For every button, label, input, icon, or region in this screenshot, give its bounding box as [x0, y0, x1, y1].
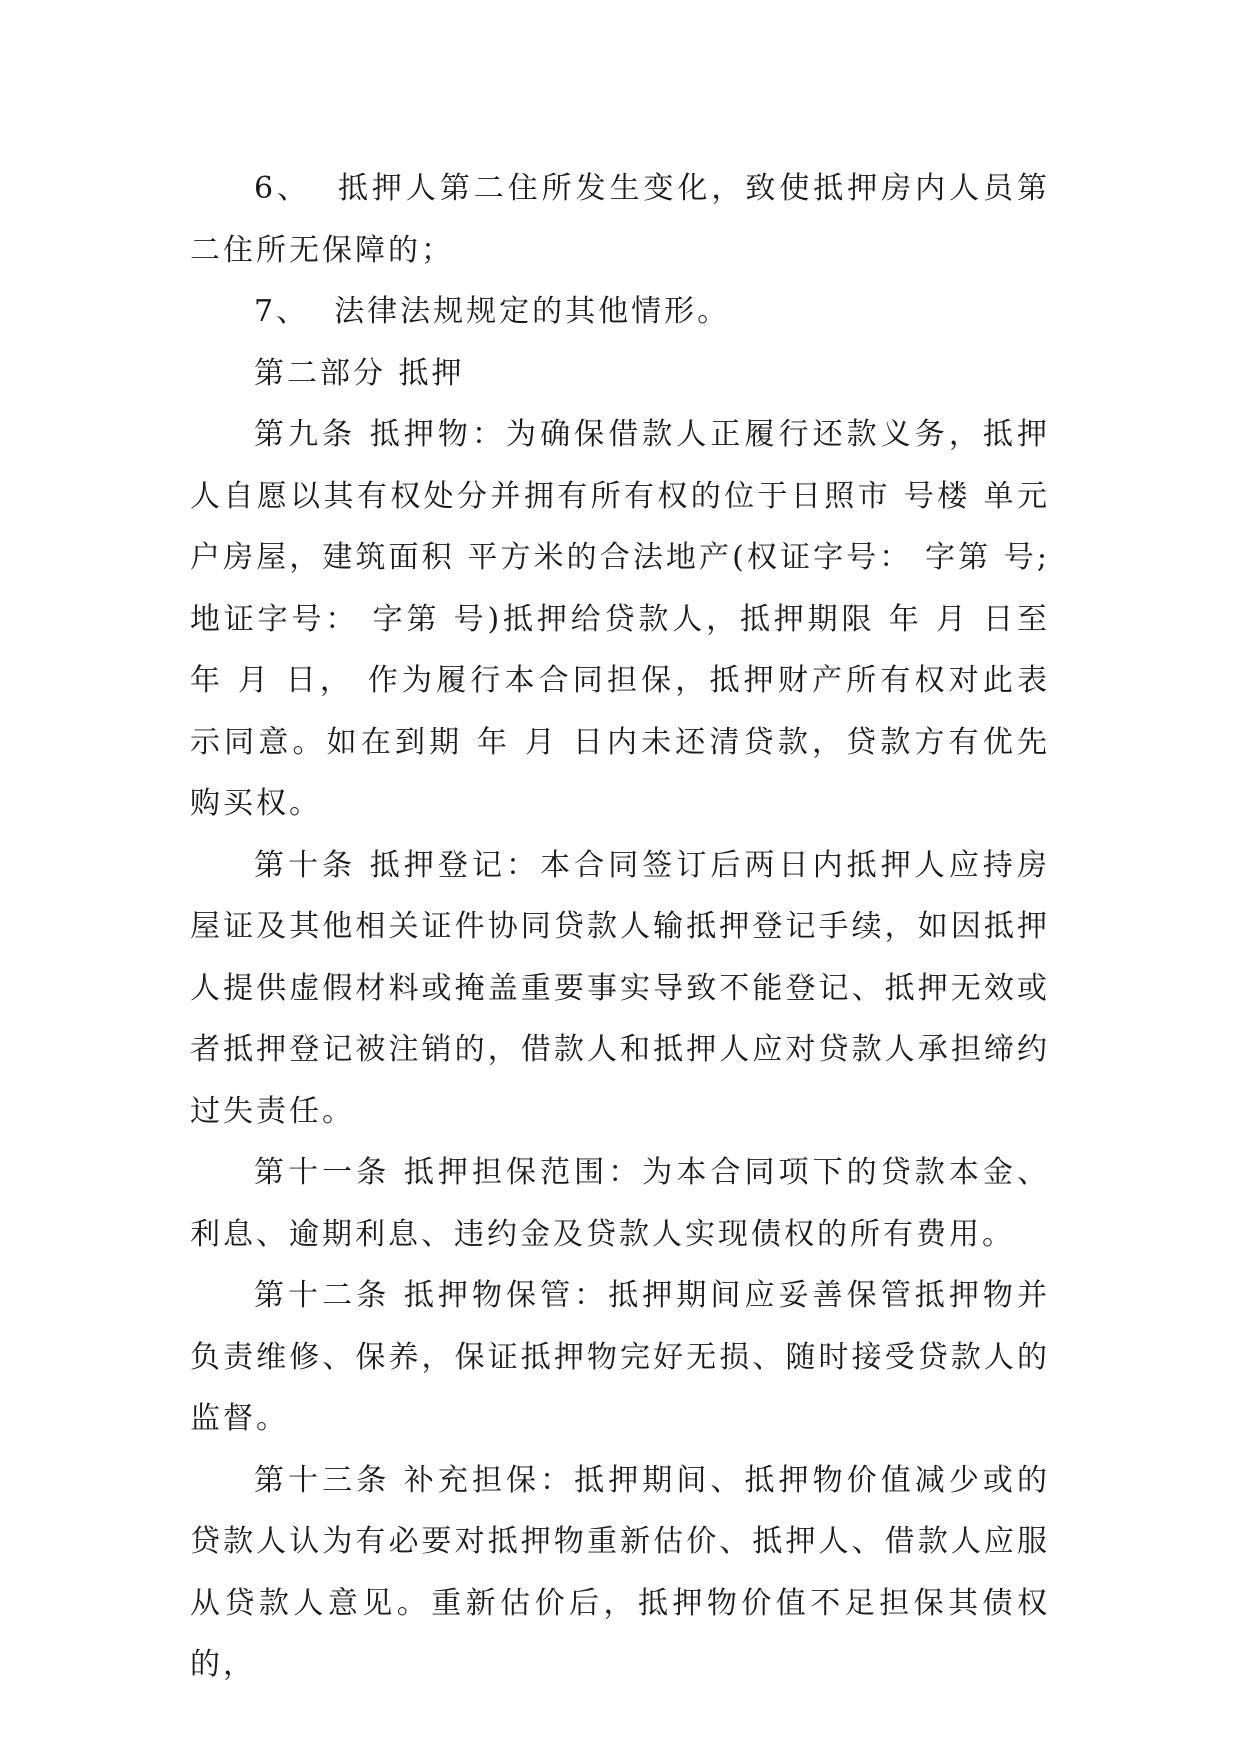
article-13-paragraph: 第十三条 补充担保：抵押期间、抵押物价值减少或的贷款人认为有必要对抵押物重新估价、抵押人、借款人应服从贷款人意见。重新估价后，抵押物价值不足担保其债权的，: [190, 1462, 1050, 1682]
article-10-paragraph: 第十条 抵押登记：本合同签订后两日内抵押人应持房屋证及其他相关证件协同贷款人输抵押登记手续，如因抵押人提供虚假材料或掩盖重要事实导致不能登记、抵押无效或者抵押登记被注销的，借款人和抵押人应对贷款人承担缔约过失责任。: [190, 847, 1050, 1129]
article-9-paragraph: 第九条 抵押物：为确保借款人正履行还款义务，抵押人自愿以其有权处分并拥有所有权的位于日照市 号楼 单元 户房屋，建筑面积 平方米的合法地产(权证字号： 字第 号;地证字号： 字第 号)抵押给贷款人，抵押期限 年 月 日至 年 月 日， 作为履行本合同担保，抵押财产所有权对此表示同意。如在到期 年 月 日内未还清贷款，贷款方有优先购买权。: [190, 417, 1063, 821]
article-12-paragraph: 第十二条 抵押物保管：抵押期间应妥善保管抵押物并负责维修、保养，保证抵押物完好无损、随时接受贷款人的监督。: [190, 1278, 1050, 1436]
document-page: [190, 158, 1063, 1696]
section-heading: 第二部分 抵押: [254, 355, 465, 391]
clause-7-item: 7、 法律法规规定的其他情形。: [254, 294, 731, 329]
article-11-paragraph: 第十一条 抵押担保范围：为本合同项下的贷款本金、利息、逾期利息、违约金及贷款人实现债权的所有费用。: [190, 1155, 1050, 1252]
clause-6-item: 6、 抵押人第二住所发生变化，致使抵押房内人员第二住所无保障的；: [190, 171, 1050, 268]
